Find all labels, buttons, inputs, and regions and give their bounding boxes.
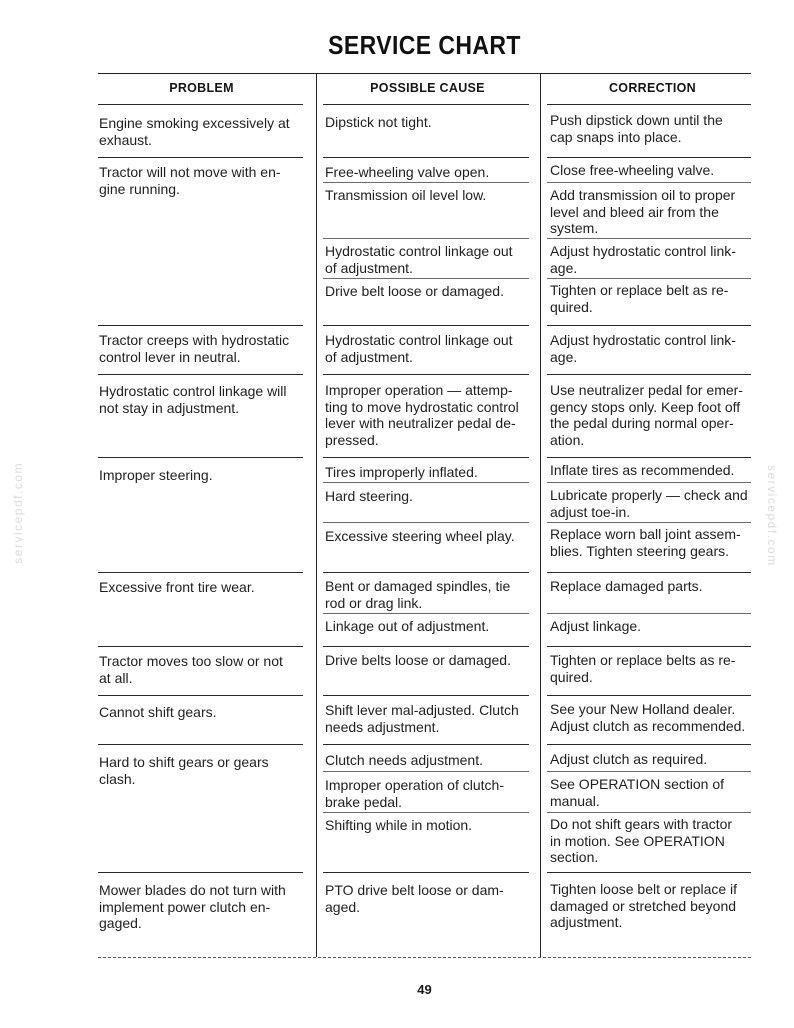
problem-cell: Tractor creeps with hydrostatic control lever in neutral. bbox=[99, 332, 290, 365]
row-divider bbox=[98, 457, 751, 458]
header-rule bbox=[98, 104, 751, 105]
problem-cell: Engine smoking excessively at exhaust. bbox=[99, 115, 290, 148]
cause-cell: Clutch needs adjustment. bbox=[325, 752, 483, 768]
column-divider bbox=[316, 74, 317, 957]
row-divider bbox=[98, 572, 751, 573]
problem-cell: Improper steering. bbox=[99, 467, 213, 483]
item-divider bbox=[323, 522, 751, 523]
correction-cell: See your New Holland dealer. Adjust clutch as recommended. bbox=[550, 701, 746, 734]
correction-cell: Tighten or replace belts as re- quired. bbox=[550, 652, 736, 685]
row-divider bbox=[98, 325, 751, 326]
problem-cell: Cannot shift gears. bbox=[99, 704, 217, 720]
correction-cell: Close free-wheeling valve. bbox=[550, 162, 715, 178]
problem-cell: Mower blades do not turn with implement power clutch en- gaged. bbox=[99, 882, 286, 932]
correction-cell: Adjust linkage. bbox=[550, 618, 642, 634]
correction-cell: Adjust hydrostatic control link- age. bbox=[550, 243, 736, 276]
correction-cell: Replace worn ball joint assem- blies. Tighten steering gears. bbox=[550, 526, 741, 559]
item-divider bbox=[323, 812, 751, 813]
problem-cell: Hydrostatic control linkage will not stay in adjustment. bbox=[99, 383, 287, 416]
cause-cell: Shifting while in motion. bbox=[325, 817, 473, 833]
row-divider bbox=[98, 744, 751, 745]
page-title: SERVICE CHART bbox=[328, 30, 521, 60]
cause-cell: Shift lever mal-adjusted. Clutch needs adjustment. bbox=[325, 702, 519, 735]
item-divider bbox=[323, 613, 751, 614]
page-number: 49 bbox=[417, 982, 432, 997]
cause-cell: Drive belts loose or damaged. bbox=[325, 652, 511, 668]
problem-cell: Excessive front tire wear. bbox=[99, 579, 255, 595]
column-header-problem: PROBLEM bbox=[169, 81, 234, 95]
problem-cell: Hard to shift gears or gears clash. bbox=[99, 754, 269, 787]
cause-cell: Free-wheeling valve open. bbox=[325, 164, 490, 180]
correction-cell: Tighten or replace belt as re- quired. bbox=[550, 282, 729, 315]
correction-cell: Use neutralizer pedal for emer- gency stops only. Keep foot off the pedal during normal oper- ation. bbox=[550, 382, 743, 448]
row-divider bbox=[98, 695, 751, 696]
cause-cell: Transmission oil level low. bbox=[325, 187, 487, 203]
top-rule bbox=[98, 73, 751, 74]
problem-cell: Tractor will not move with en- gine running. bbox=[99, 164, 281, 197]
cause-cell: Drive belt loose or damaged. bbox=[325, 283, 504, 299]
correction-cell: Inflate tires as recommended. bbox=[550, 462, 735, 478]
cause-cell: PTO drive belt loose or dam- aged. bbox=[325, 882, 504, 915]
cause-cell: Improper operation of clutch- brake pedal. bbox=[325, 777, 504, 810]
row-divider bbox=[98, 872, 751, 873]
correction-cell: Adjust hydrostatic control link- age. bbox=[550, 332, 736, 365]
item-divider bbox=[323, 278, 751, 279]
correction-cell: Lubricate properly — check and adjust toe-in. bbox=[550, 487, 748, 520]
cause-cell: Tires improperly inflated. bbox=[325, 464, 478, 480]
item-divider bbox=[323, 771, 751, 772]
correction-cell: Do not shift gears with tractor in motion. See OPERATION section. bbox=[550, 816, 733, 866]
column-header-correction: CORRECTION bbox=[608, 81, 697, 95]
bottom-rule bbox=[98, 957, 751, 958]
row-divider bbox=[98, 157, 751, 158]
cause-cell: Improper operation — attemp- ting to move hydrostatic control lever with neutralizer pedal de- pressed. bbox=[325, 382, 519, 448]
column-divider bbox=[540, 74, 541, 957]
item-divider bbox=[323, 238, 751, 239]
item-divider bbox=[323, 482, 751, 483]
watermark-left: servicepdf.com bbox=[11, 462, 25, 564]
cause-cell: Dipstick not tight. bbox=[325, 114, 432, 130]
problem-cell: Tractor moves too slow or not at all. bbox=[99, 653, 283, 686]
cause-cell: Hydrostatic control linkage out of adjustment. bbox=[325, 243, 513, 276]
correction-cell: Replace damaged parts. bbox=[550, 578, 703, 594]
row-divider bbox=[98, 646, 751, 647]
watermark-right: servicepdf.com bbox=[765, 465, 779, 567]
cause-cell: Hydrostatic control linkage out of adjustment. bbox=[325, 332, 513, 365]
correction-cell: Adjust clutch as required. bbox=[550, 751, 708, 767]
cause-cell: Linkage out of adjustment. bbox=[325, 618, 490, 634]
correction-cell: Push dipstick down until the cap snaps into place. bbox=[550, 112, 723, 145]
cause-cell: Excessive steering wheel play. bbox=[325, 528, 515, 544]
column-header-cause: POSSIBLE CAUSE bbox=[370, 81, 485, 95]
row-divider bbox=[98, 374, 751, 375]
item-divider bbox=[323, 182, 751, 183]
correction-cell: Tighten loose belt or replace if damaged or stretched beyond adjustment. bbox=[550, 881, 738, 931]
cause-cell: Bent or damaged spindles, tie rod or drag link. bbox=[325, 578, 511, 611]
correction-cell: See OPERATION section of manual. bbox=[550, 776, 725, 809]
cause-cell: Hard steering. bbox=[325, 488, 413, 504]
correction-cell: Add transmission oil to proper level and bleed air from the system. bbox=[550, 187, 736, 237]
